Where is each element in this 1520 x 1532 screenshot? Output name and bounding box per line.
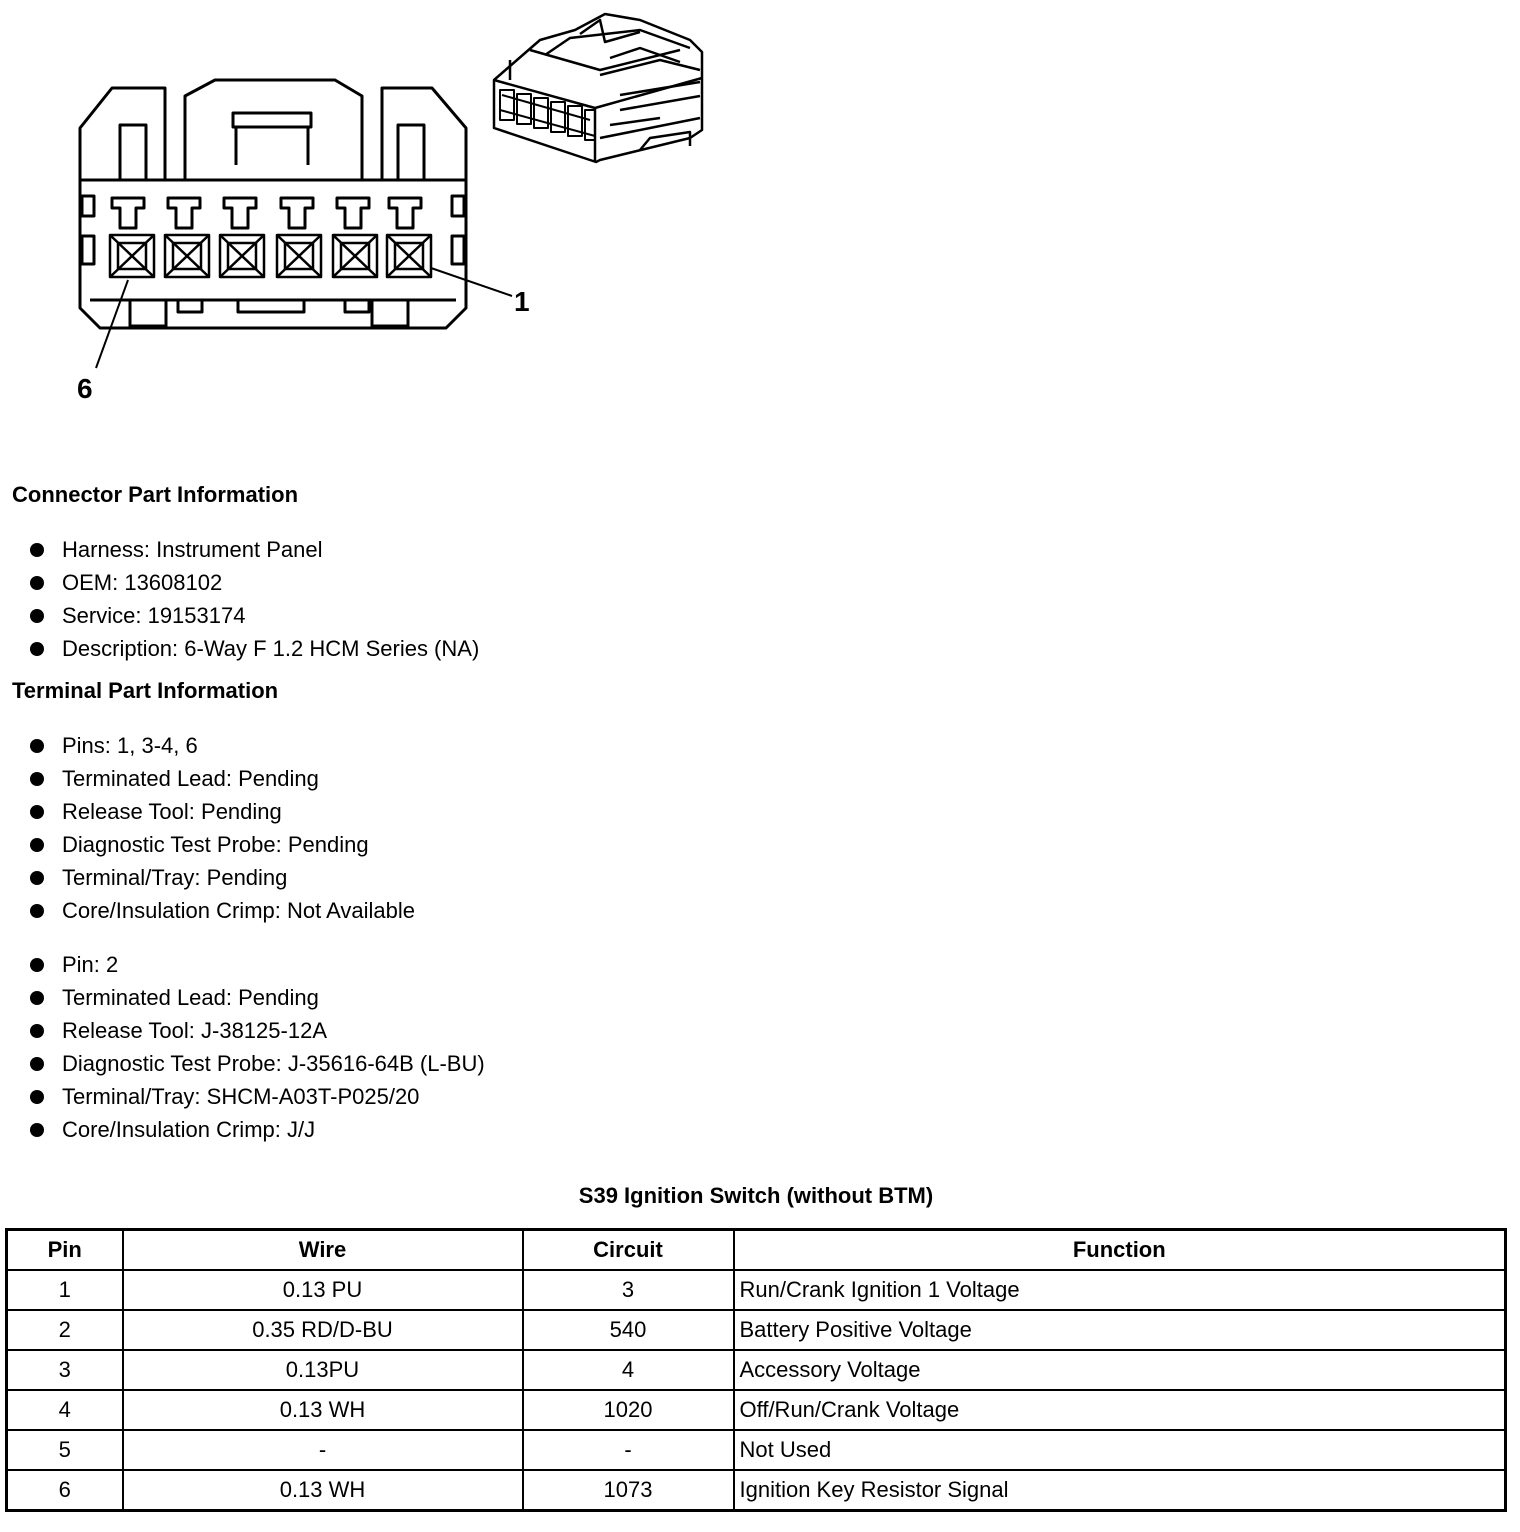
list-item-text: Terminated Lead: Pending [62,766,319,791]
list-item [28,1080,485,1113]
cell-pin: 6 [7,1470,123,1511]
bullet-icon [30,1090,44,1104]
connector-part-info-list [28,533,479,665]
list-item-text: Pins: 1, 3-4, 6 [62,733,198,758]
cell-circuit: 1073 [523,1470,734,1511]
bullet-icon [30,958,44,972]
list-item [28,894,415,927]
list-item [28,1047,485,1080]
list-item [28,1014,485,1047]
list-item-text: Core/Insulation Crimp: J/J [62,1117,316,1142]
cell-circuit: 4 [523,1350,734,1390]
header-circuit: Circuit [523,1230,734,1271]
list-item-text: Diagnostic Test Probe: J-35616-64B (L-BU) [62,1051,485,1076]
table-header-row [7,1230,1506,1271]
list-item-text: Release Tool: Pending [62,799,282,824]
bullet-icon [30,576,44,590]
list-item [28,795,415,828]
table-row [7,1430,1506,1470]
list-item-text: Core/Insulation Crimp: Not Available [62,898,415,923]
bullet-icon [30,871,44,885]
bullet-icon [30,543,44,557]
bullet-icon [30,805,44,819]
terminal-part-info-title: Terminal Part Information [12,678,279,703]
connector-perspective-view [494,14,702,162]
cell-pin: 4 [7,1390,123,1430]
list-item [28,533,479,566]
cell-function: Battery Positive Voltage [734,1310,1506,1350]
list-item [28,981,485,1014]
cell-wire: - [123,1430,523,1470]
table-row [7,1470,1506,1511]
cell-pin: 5 [7,1430,123,1470]
terminal-part-info-list-2 [28,948,485,1146]
cell-wire: 0.13PU [123,1350,523,1390]
header-pin: Pin [7,1230,123,1271]
bullet-icon [30,1123,44,1137]
leader-line-pin-6 [96,280,128,368]
pinout-table [5,1228,1507,1512]
list-item [28,566,479,599]
cell-wire: 0.13 PU [123,1270,523,1310]
cell-function: Off/Run/Crank Voltage [734,1390,1506,1430]
list-item-text: Terminal/Tray: SHCM-A03T-P025/20 [62,1084,420,1109]
list-item [28,861,415,894]
bullet-icon [30,904,44,918]
list-item [28,828,415,861]
list-item-text: Description: 6-Way F 1.2 HCM Series (NA) [62,636,480,661]
pinout-table-title: S39 Ignition Switch (without BTM) [578,1183,934,1208]
table-row [7,1390,1506,1430]
bullet-icon [30,739,44,753]
cell-function: Accessory Voltage [734,1350,1506,1390]
bullet-icon [30,838,44,852]
cell-wire: 0.35 RD/D-BU [123,1310,523,1350]
list-item-text: Service: 19153174 [62,603,246,628]
list-item [28,599,479,632]
leader-line-pin-1 [431,268,512,296]
connector-part-info-title: Connector Part Information [12,482,299,507]
cell-wire: 0.13 WH [123,1470,523,1511]
bullet-icon [30,609,44,623]
cell-function: Run/Crank Ignition 1 Voltage [734,1270,1506,1310]
cell-circuit: 540 [523,1310,734,1350]
list-item [28,948,485,981]
cell-wire: 0.13 WH [123,1390,523,1430]
list-item [28,729,415,762]
cell-function: Ignition Key Resistor Signal [734,1470,1506,1511]
bullet-icon [30,991,44,1005]
list-item-text: Diagnostic Test Probe: Pending [62,832,369,857]
table-row [7,1270,1506,1310]
list-item-text: OEM: 13608102 [62,570,223,595]
list-item-text: Terminal/Tray: Pending [62,865,288,890]
bullet-icon [30,642,44,656]
cell-circuit: - [523,1430,734,1470]
pin-6-callout: 6 [77,373,93,404]
terminal-part-info-list-1 [28,729,415,927]
connector-face-view [80,80,466,328]
list-item [28,1113,485,1146]
list-item-text: Pin: 2 [62,952,119,977]
list-item-text: Harness: Instrument Panel [62,537,323,562]
connector-diagram [0,0,760,420]
cell-circuit: 3 [523,1270,734,1310]
list-item [28,632,479,665]
list-item-text: Release Tool: J-38125-12A [62,1018,327,1043]
list-item [28,762,415,795]
list-item-text: Terminated Lead: Pending [62,985,319,1010]
header-function: Function [734,1230,1506,1271]
cell-pin: 1 [7,1270,123,1310]
cell-pin: 3 [7,1350,123,1390]
cell-circuit: 1020 [523,1390,734,1430]
terminal-cavities [110,198,431,277]
cell-pin: 2 [7,1310,123,1350]
pin-1-callout: 1 [514,286,530,317]
table-row [7,1350,1506,1390]
table-row [7,1310,1506,1350]
bullet-icon [30,1024,44,1038]
header-wire: Wire [123,1230,523,1271]
bullet-icon [30,772,44,786]
bullet-icon [30,1057,44,1071]
cell-function: Not Used [734,1430,1506,1470]
